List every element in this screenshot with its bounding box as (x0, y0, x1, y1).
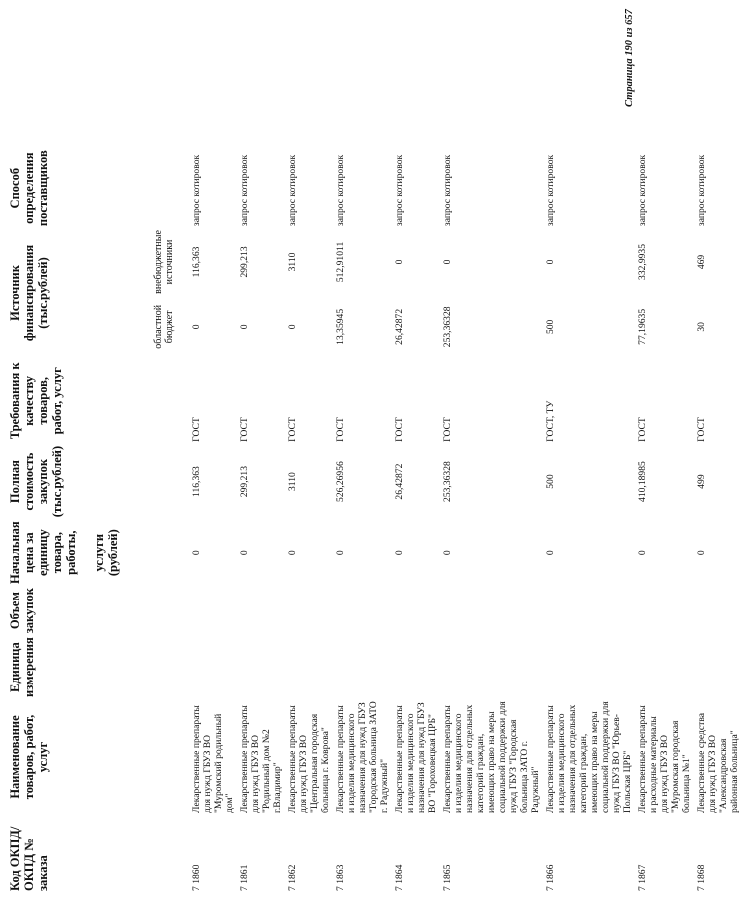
row-volume (390, 586, 438, 635)
row-total: 500 (545, 474, 556, 489)
header-funding: Источник финансирования (тыс.рублей) (8, 244, 50, 342)
row-code: 7 1864 (394, 864, 405, 891)
row-requirement: ГОСТ (239, 417, 250, 442)
row-extra: 0 (442, 259, 453, 265)
header-method: Способ определения поставщиков (8, 150, 50, 227)
row-unit (283, 635, 331, 699)
table-row (331, 148, 390, 893)
row-volume (235, 586, 283, 635)
row-code: 7 1863 (335, 864, 346, 891)
row-extra: 0 (545, 259, 556, 265)
row-name: Лекарственные препараты и расходные материалы для нужд ГБУЗ ВО "Муромская городская больница №1" (637, 705, 692, 813)
row-method: запрос котировок (696, 154, 707, 227)
row-method: запрос котировок (545, 154, 556, 227)
row-volume (187, 586, 235, 635)
row-method: запрос котировок (637, 154, 648, 227)
procurement-table (8, 148, 740, 893)
row-price: 0 (287, 550, 298, 556)
row-method: запрос котировок (239, 154, 250, 227)
row-total: 299,213 (239, 465, 250, 498)
table-row (187, 148, 235, 893)
header-name: Наименование товаров, работ, услуг (8, 714, 50, 800)
row-requirement: ГОСТ (191, 417, 202, 442)
row-volume (438, 586, 541, 635)
header-volume: Объем закупок (8, 588, 36, 634)
row-unit (438, 635, 541, 699)
row-volume (692, 586, 740, 635)
row-requirement: ГОСТ (442, 417, 453, 442)
header-code: Код ОКПД/ ОКПД № заказа (8, 826, 50, 891)
row-code: 7 1862 (287, 864, 298, 891)
row-total: 26,42872 (394, 463, 405, 500)
row-method: запрос котировок (335, 154, 346, 227)
row-name: Лекарственные препараты и изделия медицинского назначения для нужд ГБУЗ ВО "Гороховецкая ЦРБ" (394, 702, 438, 813)
header-initial-price-top: Начальная цена за единицу товара, работы, (8, 521, 78, 585)
row-method: запрос котировок (287, 154, 298, 227)
row-name: Лекарственные препараты для нужд ГБУЗ ВО "Центральная городская больница г. Коврова" (287, 705, 331, 813)
row-volume (331, 586, 390, 635)
table-row (633, 148, 692, 893)
row-unit (235, 635, 283, 699)
header-unit: Единица измерения (8, 637, 36, 697)
row-code: 7 1866 (545, 864, 556, 891)
row-requirement: ГОСТ (335, 417, 346, 442)
row-extra: 3110 (287, 252, 298, 272)
row-method: запрос котировок (191, 154, 202, 227)
row-budget: 30 (696, 322, 707, 332)
row-code: 7 1861 (239, 864, 250, 891)
row-price: 0 (394, 550, 405, 556)
header-initial-price-bottom: услуги (рублей) (92, 529, 120, 577)
row-volume (633, 586, 692, 635)
row-total: 116,363 (191, 466, 202, 497)
row-budget: 253,36328 (442, 306, 453, 348)
row-requirement: ГОСТ (287, 417, 298, 442)
row-method: запрос котировок (394, 154, 405, 227)
row-name: Лекарственные препараты для нужд ГБУЗ ВО "Родильный дом №2 г.Владимир" (239, 705, 283, 813)
row-unit (331, 635, 390, 699)
row-extra: 116,363 (191, 246, 202, 278)
row-budget: 0 (191, 324, 202, 330)
row-name: Лекарственные средства для нужд ГБУЗ ВО "Александровская районная больница" (696, 712, 740, 813)
row-name: Лекарственные препараты и изделия медицинского назначения для отдельных категорий граждан, имеющих право на меры социальной поддержки для нужд ГБУЗ ВО "Юрьев-Польская ЦРБ" (545, 701, 633, 813)
row-total: 253,36328 (442, 461, 453, 502)
row-unit (692, 635, 740, 699)
row-code: 7 1865 (442, 864, 453, 891)
header-extrabudgetary: внебюджетные источники (153, 230, 175, 294)
row-volume (541, 586, 633, 635)
row-extra: 0 (394, 259, 405, 265)
row-unit (633, 635, 692, 699)
row-budget: 500 (545, 319, 556, 335)
row-price: 0 (191, 550, 202, 556)
row-total: 3110 (287, 472, 298, 491)
table-row (692, 148, 740, 893)
row-unit (390, 635, 438, 699)
row-total: 526,26956 (335, 461, 346, 502)
row-budget: 0 (287, 324, 298, 330)
row-total: 499 (696, 474, 707, 489)
row-name: Лекарственные препараты и изделия медицинского назначения для отдельных категорий граждан, имеющих право на меры социальной поддержки для нужд ГБУЗ "Городская больница ЗАТО г. Радужный" (442, 701, 541, 813)
header-total-cost: Полная стоимость закупок (тыс.рублей) (8, 445, 64, 518)
row-price: 0 (442, 550, 453, 556)
row-extra: 512,91011 (335, 241, 346, 283)
row-extra: 299,213 (239, 246, 250, 278)
header-initial-price (8, 519, 187, 586)
row-extra: 332,9935 (637, 243, 648, 280)
row-code: 7 1860 (191, 864, 202, 891)
row-code: 7 1867 (637, 864, 648, 891)
table-row (438, 148, 541, 893)
row-price: 0 (335, 550, 346, 556)
row-budget: 77,19635 (637, 308, 648, 345)
header-regional-budget: областной бюджет (153, 304, 175, 349)
row-method: запрос котировок (442, 154, 453, 227)
row-price: 0 (239, 550, 250, 556)
row-requirement: ГОСТ (696, 417, 707, 442)
page-number: Страница 190 из 657 (624, 9, 635, 107)
header-requirements: Требования к качеству товаров, работ, услуг (8, 362, 64, 440)
table-row (390, 148, 438, 893)
table-row (283, 148, 331, 893)
row-price: 0 (637, 550, 648, 556)
row-requirement: ГОСТ (394, 417, 405, 442)
row-price: 0 (696, 550, 707, 556)
row-unit (541, 635, 633, 699)
row-extra: 469 (696, 254, 707, 270)
table-row (541, 148, 633, 893)
row-requirement: ГОСТ, ТУ (545, 400, 556, 442)
row-budget: 26,42872 (394, 308, 405, 345)
row-name: Лекарственные препараты для нужд ГБУЗ ВО "Муромский родильный дом" (191, 705, 235, 813)
row-volume (283, 586, 331, 635)
row-budget: 0 (239, 324, 250, 330)
row-price: 0 (545, 550, 556, 556)
row-unit (187, 635, 235, 699)
row-requirement: ГОСТ (637, 417, 648, 442)
row-name: Лекарственные препараты и изделия медицинского назначения для нужд ГБУЗ "Городская больница ЗАТО г. Радужный" (335, 701, 390, 813)
row-code: 7 1868 (696, 864, 707, 891)
row-budget: 13,35945 (335, 308, 346, 345)
row-total: 410,18985 (637, 461, 648, 502)
table-row (235, 148, 283, 893)
